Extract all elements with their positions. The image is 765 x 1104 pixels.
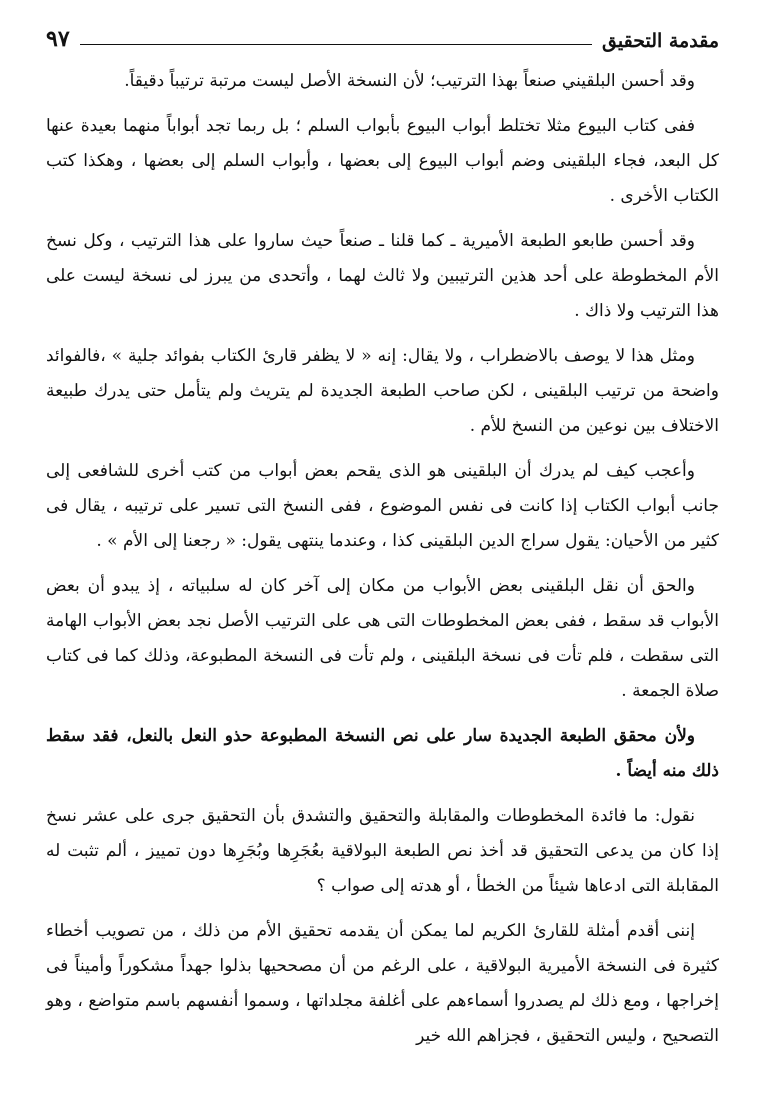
- header-title: مقدمة التحقيق: [602, 30, 719, 52]
- running-header: [46, 22, 719, 52]
- paragraph-bold: ولأن محقق الطبعة الجديدة سار على نص النسخة المطبوعة حذو النعل بالنعل، فقد سقط ذلك منه أيضاً .: [46, 726, 719, 781]
- paragraph: نقول: ما فائدة المخطوطات والمقابلة والتحقيق والتشدق بأن التحقيق جرى على عشر نسخ إذا كان من يدعى التحقيق قد أخذ نص الطبعة البولاقية بعُجَرِها وبُجَرِها دون تمييز ، ألم تثبت له المقابلة التى ادعاها شيئاً من الخطأ ، أو هدته إلى صواب ؟: [46, 806, 719, 896]
- page-number: ٩٧: [46, 26, 70, 52]
- paragraph: وقد أحسن طابعو الطبعة الأميرية ـ كما قلنا ـ صنعاً حيث ساروا على هذا الترتيب ، وكل نسخ الأم المخطوطة على أحد هذين الترتيبين ولا ثالث لهما ، وأتحدى من يبرز لى نسخة ليست على هذا الترتيب ولا ذاك .: [46, 231, 719, 321]
- paragraph: والحق أن نقل البلقينى بعض الأبواب من مكان إلى آخر كان له سلبياته ، إذ يبدو أن بعض الأبواب قد سقط ، ففى بعض المخطوطات التى هى على الترتيب الأصل نجد بعض الأبواب الهامة التى سقطت ، فلم تأت فى نسخة البلقينى ، ولم تأت فى النسخة المطبوعة، وذلك كما فى كتاب صلاة الجمعة .: [46, 576, 719, 701]
- paragraph: ففى كتاب البيوع مثلا تختلط أبواب البيوع بأبواب السلم ؛ بل ربما تجد أبواباً منهما بعيدة عنها كل البعد، فجاء البلقينى وضم أبواب البيوع إلى بعضها ، وأبواب السلم إلى بعضها ، وهكذا كتب الكتاب الأخرى .: [46, 116, 719, 206]
- paragraph: وقد أحسن البلقيني صنعاً بهذا الترتيب؛ لأن النسخة الأصل ليست مرتبة ترتيباً دقيقاً.: [124, 71, 695, 91]
- paragraph: وأعجب كيف لم يدرك أن البلقينى هو الذى يقحم بعض أبواب من كتب أخرى للشافعى إلى جانب أبواب الكتاب إذا كانت فى نفس الموضوع ، ففى النسخ التى تسير على ترتيبه ، يقال فى كثير من الأحيان: يقول سراج الدين البلقينى كذا ، وعندما ينتهى يقول: « رجعنا إلى الأم » .: [46, 461, 719, 551]
- page-body: [46, 64, 719, 1054]
- paragraph: ومثل هذا لا يوصف بالاضطراب ، ولا يقال: إنه « لا يظفر قارئ الكتاب بفوائد جلية » ،فالفوائد واضحة من ترتيب البلقينى ، لكن صاحب الطبعة الجديدة لم يتريث ولم يتأمل حتى يدرك طبيعة الاختلاف بين نوعين من النسخ للأم .: [46, 346, 719, 436]
- header-rule: [80, 44, 592, 45]
- paragraph: إننى أقدم أمثلة للقارئ الكريم لما يمكن أن يقدمه تحقيق الأم من ذلك ، من تصويب أخطاء كثيرة فى النسخة الأميرية البولاقية ، على الرغم من أن مصححيها بذلوا جهداً مشكوراً وأميناً فى إخراجها ، ومع ذلك لم يصدروا أسماءهم على أغلفة مجلداتها ، وسموا أنفسهم باسم متواضع ، وهو التصحيح ، وليس التحقيق ، فجزاهم الله خير: [46, 921, 719, 1046]
